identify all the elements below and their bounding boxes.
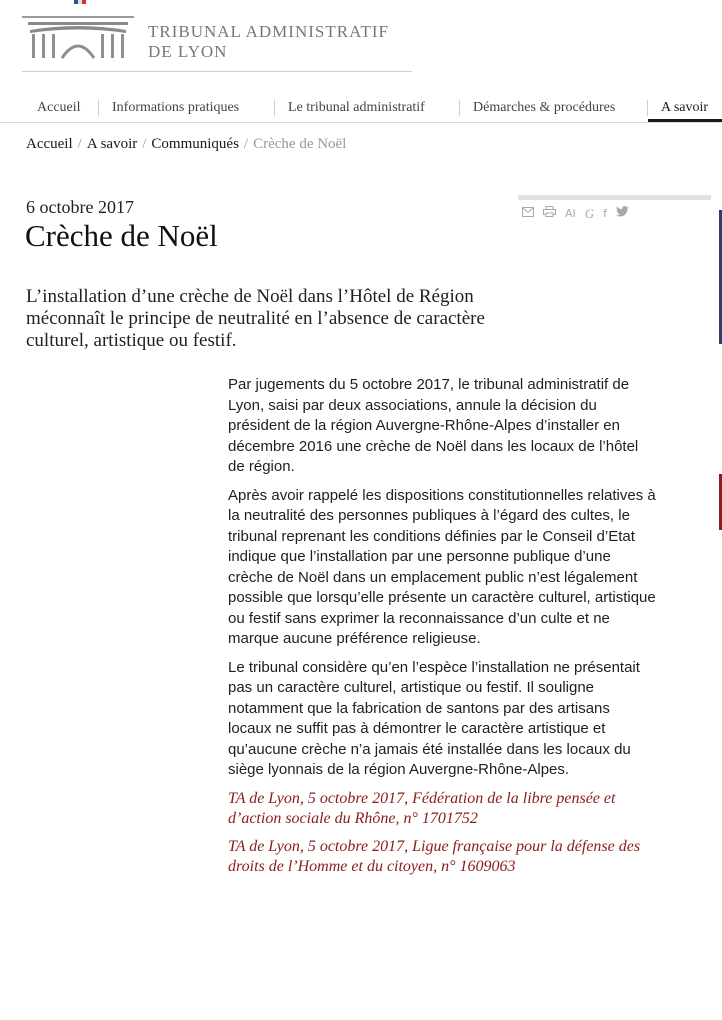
article-lead: L’installation d’une crèche de Noël dans l’Hôtel de Région méconnaît le principe de neutralité en l’absence de caractère culturel, artistique ou festif.	[26, 286, 485, 351]
breadcrumb-communiques[interactable]: Communiqués	[151, 136, 239, 152]
facebook-icon[interactable]: f	[603, 207, 608, 220]
article-paragraph: Par jugements du 5 octobre 2017, le tribunal administratif de Lyon, saisi par deux associations, annule la décision du président de la région Auvergne-Rhône-Alpes d’installer en décembre 2016 une crèche de Noël dans les locaux de l’hôtel de région.	[228, 376, 639, 475]
twitter-icon[interactable]	[616, 205, 629, 223]
nav-separator	[98, 100, 99, 116]
share-toolbar	[522, 205, 629, 223]
article-paragraph: Le tribunal considère qu’en l’espèce l’installation ne présentait pas un caractère culturel, artistique ou festif. Il souligne notamment que la fabrication de santons par des artisans locaux ne suffit pas à démontrer le caractère artistique et qu’aucune crèche n’a jamais été installée dans les locaux du siège lyonnais de la région Auvergne-Rhône-Alpes.	[228, 658, 640, 778]
share-divider	[518, 195, 711, 200]
google-plus-icon[interactable]: G	[584, 206, 595, 221]
text-size-icon[interactable]: AI	[565, 207, 576, 220]
breadcrumb-separator: /	[77, 136, 82, 152]
breadcrumb-current: Crèche de Noël	[253, 136, 347, 152]
nav-separator	[459, 100, 460, 116]
breadcrumb-separator: /	[142, 136, 147, 152]
nav-item-a-savoir[interactable]: A savoir	[661, 100, 709, 115]
logo-building-icon[interactable]	[22, 0, 134, 60]
article-body	[228, 375, 656, 885]
article-paragraph: Après avoir rappelé les dispositions constitutionnelles relatives à la neutralité des personnes publiques à l’égard des cultes, le tribunal reprenant les conditions définies par le Conseil d’Etat indique que l’installation par une personne publique d’une crèche de Noël dans un emplacement public n’est légalement possible que lorsqu’elle présente un caractère culturel, artistique ou festif sans exprimer la reconnaissance d’un culte et ne marque aucune préférence religieuse.	[228, 486, 656, 647]
article-title: Crèche de Noël	[25, 218, 218, 253]
site-name-line-2: DE LYON	[148, 42, 228, 61]
site-name-line-1: TRIBUNAL ADMINISTRATIF	[148, 22, 389, 41]
nav-separator	[274, 100, 275, 116]
mail-icon[interactable]	[522, 205, 534, 223]
nav-item-le-tribunal-administratif[interactable]: Le tribunal administratif	[288, 100, 425, 115]
nav-item-demarches-procedures[interactable]: Démarches & procédures	[473, 100, 616, 115]
judgment-reference-link[interactable]: TA de Lyon, 5 octobre 2017, Ligue française pour la défense des droits de l’Homme et du citoyen, n° 1609063	[228, 837, 641, 875]
article-date: 6 octobre 2017	[26, 197, 134, 217]
breadcrumb-accueil[interactable]: Accueil	[26, 136, 73, 152]
breadcrumb	[26, 136, 346, 156]
print-icon[interactable]	[543, 205, 556, 223]
nav-separator	[647, 100, 648, 116]
breadcrumb-separator: /	[243, 136, 249, 152]
site-header	[0, 0, 722, 90]
main-nav	[0, 96, 722, 123]
breadcrumb-a-savoir[interactable]: A savoir	[86, 136, 138, 152]
nav-item-informations-pratiques[interactable]: Informations pratiques	[112, 100, 240, 115]
judgment-reference-link[interactable]: TA de Lyon, 5 octobre 2017, Fédération de la libre pensée et d’action sociale du Rhône, n° 1701752	[228, 789, 616, 827]
header-divider	[22, 71, 412, 72]
nav-item-accueil[interactable]: Accueil	[37, 100, 81, 115]
site-name[interactable]	[148, 22, 389, 62]
nav-active-indicator	[648, 119, 722, 122]
